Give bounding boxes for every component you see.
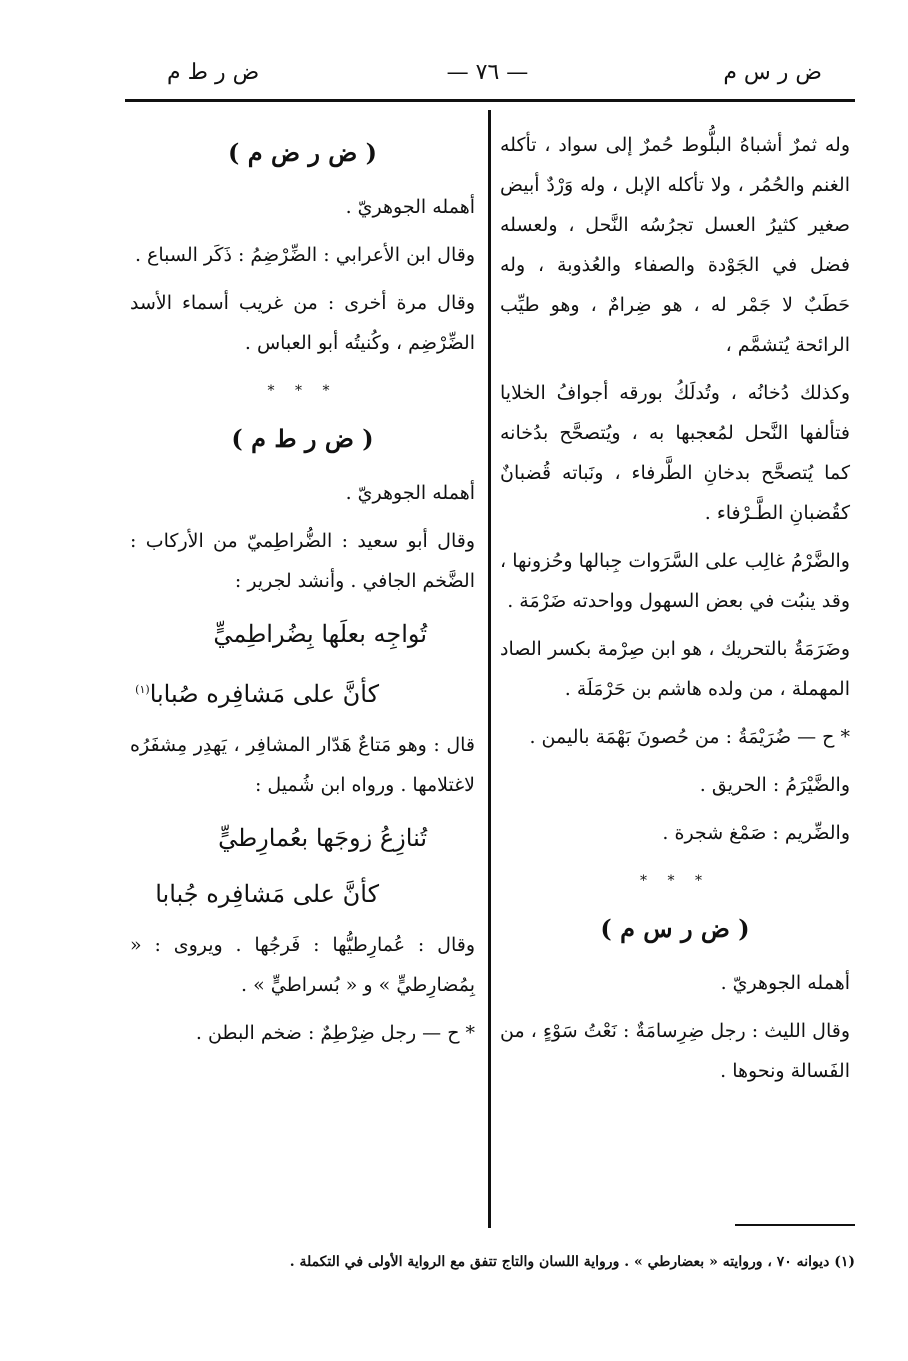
paragraph: وقال مرة أخرى : من غريب أسماء الأسد الضِّرْضِم ، وكُنيتُه أبو العباس . — [130, 292, 475, 354]
verse-text: كأنَّ على مَشافِره جُبابا — [155, 880, 379, 908]
paragraph: وقال ابن الأعرابي : الضِّرْضِمُ : ذَكَر السباع . — [134, 244, 475, 266]
paragraph: أهمله الجوهريّ . — [345, 482, 475, 504]
paragraph: والضَّيْرَمُ : الحريق . — [699, 774, 850, 796]
paragraph: قال : وهو مَتاعٌ هَدّار المشافِر ، يَهدِر مِشفَرُه لاغتلامها . ورواه ابن شُميل : — [130, 734, 475, 796]
header-right-root: ض ر س م — [723, 60, 822, 85]
paragraph: * ح — ضُرَيْمَةُ : من حُصونَ بَهْمَة باليمن . — [529, 726, 850, 748]
left-column — [130, 125, 475, 1061]
paragraph: أهمله الجوهريّ . — [345, 196, 475, 218]
page-number: — ٧٦ — — [446, 60, 529, 85]
header-left-root: ض ر ط م — [167, 60, 260, 85]
verse-line — [130, 665, 475, 719]
paragraph: وقال : عُمارِطيُّها : فَرجُها . ويروى : « بِمُضارِطيٍّ » و « بُسراطيٍّ » . — [130, 934, 475, 996]
paragraph: والضَّرْمُ غالِب على السَّرَوات جِبالها وحُزونها ، وقد ينبُت في بعض السهول وواحدته ضَرْمَة . — [500, 550, 850, 612]
footnote-marker: (١) — [135, 683, 150, 696]
verse-text: تُنازِعُ زوجَها بعُمارِطيٍّ — [218, 824, 427, 852]
paragraph: وله ثمرٌ أشباهُ البلُّوط حُمرٌ إلى سواد ، تأكله الغنم والحُمُر ، ولا تأكله الإبل ، وله وَرْدٌ أبيض صغير كثيرُ العسل تجرُسُه النَّحل ، ولعسله فضل في الجَوْدة والصفاء والعُذوبة ، وله حَطَبٌ لا جَمْر له ، هو ضِرامٌ ، وهو طيِّب الرائحة يُتشمَّم ، — [500, 134, 850, 356]
verse-text: كأنَّ على مَشافِره صُبابا — [149, 680, 379, 708]
paragraph: وقال أبو سعيد : الضُّراطِميّ من الأركاب : الضَّخم الجافي . وأنشد لجرير : — [130, 530, 475, 592]
header-rule — [125, 99, 855, 102]
entry-heading: ( ض ر ط م ) — [231, 424, 374, 453]
column-divider — [488, 110, 491, 1228]
entry-heading: ( ض ر س م ) — [600, 914, 750, 943]
section-separator: * * * — [267, 383, 338, 399]
entry-heading: ( ض ر ض م ) — [228, 138, 377, 167]
footnote-rule — [735, 1224, 855, 1226]
verse-text: تُواجِه بعلَها بِضُراطِميٍّ — [213, 620, 427, 648]
paragraph: والضِّريم : صَمْغ شجرة . — [662, 822, 850, 844]
paragraph: وقال الليث : رجل ضِرِسامَةٌ : نَعْتُ سَوْءٍ ، من الفَسالة ونحوها . — [500, 1020, 850, 1082]
footnote: (١) ديوانه ٧٠ ، وروايته « بعضارطي » . ورواية اللسان والتاج تتفق مع الرواية الأولى في التكملة . — [289, 1254, 855, 1270]
paragraph: وكذلك دُخانُه ، وتُدلَكُ بورقه أجوافُ الخلايا فتألفها النَّحل لمُعجبها به ، ويُتصحَّح بدُخانه كما يُتصحَّح بدخانِ الطَّرفاء ، ونَباته قُضبانٌ كقُضبانِ الطَّـرْفاء . — [500, 382, 850, 524]
paragraph: أهمله الجوهريّ . — [720, 972, 850, 994]
right-column — [500, 125, 850, 1099]
paragraph: * ح — رجل ضِرْطِمٌ : ضخم البطن . — [195, 1022, 475, 1044]
verse-line — [130, 609, 475, 659]
section-separator: * * * — [640, 873, 710, 889]
page-header — [125, 52, 850, 92]
verse-line — [130, 813, 475, 863]
paragraph: وضَرَمَةُ بالتحريك ، هو ابن صِرْمة بكسر الصاد المهملة ، من ولده هاشم بن حَرْمَلَة . — [500, 638, 850, 700]
verse-line — [130, 869, 475, 919]
